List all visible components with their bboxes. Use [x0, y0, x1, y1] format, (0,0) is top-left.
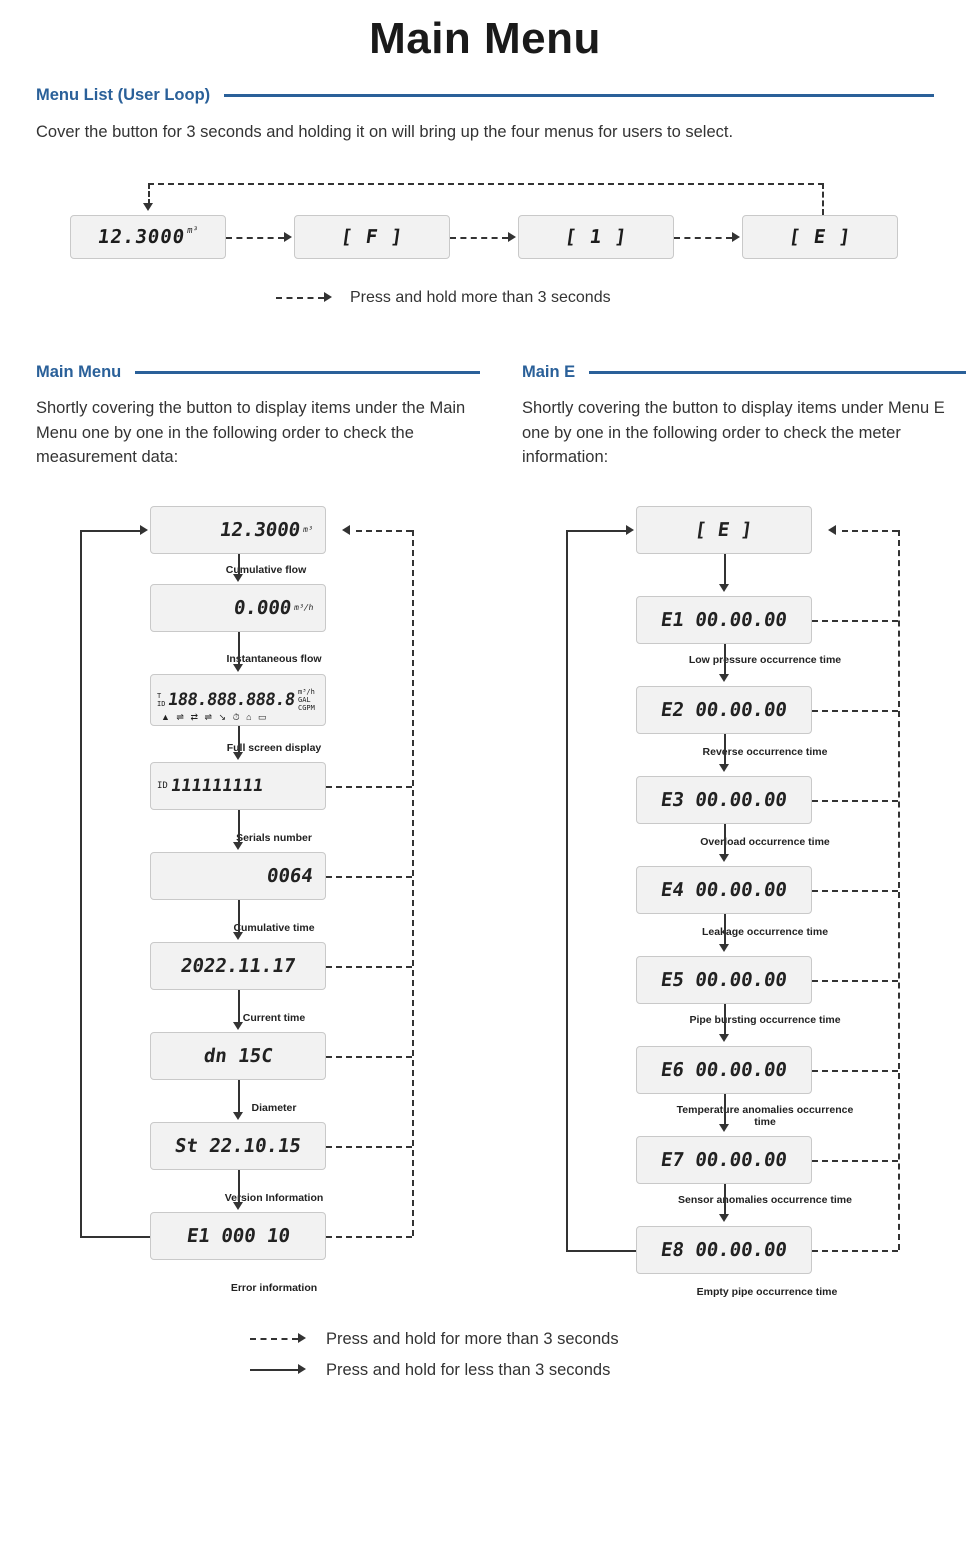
main-menu-node-8-value: E1 000 10	[184, 1224, 292, 1247]
footer-solid-arrow	[298, 1364, 306, 1374]
e-dashed-branch-2	[812, 710, 898, 712]
arrow-line-6-7	[238, 1080, 240, 1114]
main-e-caption-1: Low pressure occurrence time	[688, 653, 842, 666]
main-e-node-0-value: [ E ]	[693, 518, 755, 541]
heading-rule	[135, 371, 480, 374]
main-e-node-5-inner	[637, 957, 811, 1003]
loop-screen-2-value: [ F ]	[339, 225, 405, 248]
arrow-head-0-1	[233, 574, 243, 582]
loop-legend-dash	[276, 297, 324, 299]
arrow-line-1-2	[238, 632, 240, 666]
main-e-node-6	[636, 1046, 812, 1094]
arrow-line-2-3	[238, 726, 240, 754]
footer-legend-solid-text: Press and hold for less than 3 seconds	[326, 1360, 611, 1379]
e-arrow-line-4-5	[724, 914, 726, 946]
arrow-line-4-5	[238, 900, 240, 934]
main-menu-node-1-unit: m³/h	[293, 602, 314, 612]
right-dashed-top	[356, 530, 412, 532]
loop-screen-2	[294, 215, 450, 259]
e-dashed-branch-5	[812, 980, 898, 982]
e-arrow-line-1-2	[724, 644, 726, 676]
column-main-e	[522, 341, 966, 1316]
main-menu-node-7	[150, 1122, 326, 1170]
main-menu-node-2-value: 188.888.888.8	[167, 689, 297, 710]
loopback-right-vertical	[822, 183, 824, 215]
loop-screen-3-value: [ 1 ]	[563, 225, 629, 248]
main-menu-flow	[36, 506, 480, 1316]
main-e-heading-label: Main E	[522, 362, 576, 381]
main-menu-caption-4: Cumulative time	[233, 921, 315, 934]
main-menu-node-2-unit: m³/h GAL CGPM	[298, 687, 315, 712]
arrow-head-2-3	[233, 752, 243, 760]
connector-1-2-arrow	[284, 232, 292, 242]
main-menu-node-0-value: 12.3000	[218, 518, 302, 541]
main-e-node-7-value: E7 00.00.00	[659, 1148, 789, 1171]
user-loop-diagram	[36, 171, 934, 283]
connector-2-3	[450, 237, 508, 239]
main-menu-node-6	[150, 1032, 326, 1080]
main-e-node-8-inner	[637, 1227, 811, 1273]
connector-3-4-arrow	[732, 232, 740, 242]
e-arrow-line-2-3	[724, 734, 726, 766]
main-e-node-1-inner	[637, 597, 811, 643]
right-dashed-vertical	[412, 530, 414, 1236]
e-arrow-head-6-7	[719, 1124, 729, 1132]
footer-legend-dashed-line	[250, 1334, 310, 1344]
right-dashed-arrow	[342, 525, 350, 535]
main-e-description: Shortly covering the button to display items under Menu E one by one in the following order to check the meter information:	[522, 398, 945, 467]
e-arrow-head-4-5	[719, 944, 729, 952]
footer-legend-dashed-text: Press and hold for more than 3 seconds	[326, 1329, 619, 1348]
e-arrow-line-0-1	[724, 554, 726, 586]
main-menu-caption-2: Full screen display	[226, 741, 322, 754]
e-arrow-head-0-1	[719, 584, 729, 592]
main-e-caption-5: Pipe bursting occurrence time	[689, 1013, 841, 1026]
arrow-head-5-6	[233, 1022, 243, 1030]
main-e-node-2	[636, 686, 812, 734]
loopback-arrow	[143, 203, 153, 211]
left-loopback-bottom	[80, 1236, 150, 1238]
main-e-node-4-inner	[637, 867, 811, 913]
arrow-head-4-5	[233, 932, 243, 940]
loop-legend-arrow	[324, 292, 332, 302]
right-dashed-branch-8	[326, 1236, 412, 1238]
footer-solid	[250, 1369, 298, 1371]
e-arrow-line-6-7	[724, 1094, 726, 1126]
main-menu-node-4-value: 0064	[265, 864, 315, 887]
main-e-node-6-value: E6 00.00.00	[659, 1058, 789, 1081]
columns-wrapper	[36, 341, 945, 1316]
e-arrow-line-5-6	[724, 1004, 726, 1036]
main-menu-node-2-prefix: T ID	[157, 691, 166, 708]
e-left-loopback-top	[566, 530, 626, 532]
main-e-node-4-value: E4 00.00.00	[659, 878, 789, 901]
page-root	[0, 14, 970, 1544]
footer-dash	[250, 1338, 298, 1340]
footer-legend	[36, 1330, 934, 1380]
section-heading-main-e	[522, 363, 966, 382]
e-dashed-branch-8	[812, 1250, 898, 1252]
loop-legend-text: Press and hold more than 3 seconds	[350, 288, 611, 306]
right-dashed-branch-3	[326, 786, 412, 788]
main-e-node-2-value: E2 00.00.00	[659, 698, 789, 721]
connector-2-3-arrow	[508, 232, 516, 242]
loopback-left-vertical	[148, 183, 150, 205]
loop-legend	[276, 289, 934, 307]
column-main-menu	[36, 341, 480, 1316]
e-arrow-head-1-2	[719, 674, 729, 682]
main-menu-node-6-value: dn 15C	[202, 1044, 274, 1067]
e-arrow-line-7-8	[724, 1184, 726, 1216]
main-e-node-2-inner	[637, 687, 811, 733]
main-menu-node-5-inner	[151, 943, 325, 989]
loop-legend-line	[276, 293, 336, 303]
arrow-line-5-6	[238, 990, 240, 1024]
main-e-node-8	[636, 1226, 812, 1274]
main-e-caption-3: Overload occurrence time	[700, 835, 830, 848]
e-dashed-branch-3	[812, 800, 898, 802]
main-e-caption-4: Leakage occurrence time	[701, 925, 829, 938]
footer-legend-dashed	[250, 1330, 720, 1349]
e-dashed-branch-6	[812, 1070, 898, 1072]
main-menu-node-5	[150, 942, 326, 990]
main-menu-caption-7: Version Information	[224, 1191, 324, 1204]
e-arrow-head-5-6	[719, 1034, 729, 1042]
loopback-top-horizontal	[148, 183, 824, 185]
main-menu-caption-0: Cumulative flow	[225, 563, 307, 576]
arrow-line-0-1	[238, 554, 240, 576]
section-heading-main-menu	[36, 363, 480, 382]
main-e-node-3	[636, 776, 812, 824]
e-left-loopback-arrow	[626, 525, 634, 535]
e-left-loopback-bottom	[566, 1250, 636, 1252]
main-menu-node-6-inner	[151, 1033, 325, 1079]
main-menu-node-3-prefix: ID	[157, 780, 168, 791]
footer-dash-arrow	[298, 1333, 306, 1343]
loop-screen-1	[70, 215, 226, 259]
main-menu-node-0-inner	[151, 507, 325, 553]
e-dashed-branch-1	[812, 620, 898, 622]
main-menu-node-1-value: 0.000	[231, 596, 293, 619]
main-e-node-3-value: E3 00.00.00	[659, 788, 789, 811]
main-menu-node-4	[150, 852, 326, 900]
main-menu-node-2	[150, 674, 326, 726]
right-dashed-branch-6	[326, 1056, 412, 1058]
connector-3-4	[674, 237, 732, 239]
left-loopback-vertical	[80, 530, 82, 1236]
arrow-head-6-7	[233, 1112, 243, 1120]
page-title: Main Menu	[369, 14, 601, 63]
e-arrow-head-3-4	[719, 854, 729, 862]
main-e-caption-2: Reverse occurrence time	[702, 745, 828, 758]
main-e-flow	[522, 506, 966, 1316]
main-e-caption-6: Temperature anomalies occurrence time	[676, 1103, 854, 1128]
menu-list-heading-label: Menu List (User Loop)	[36, 86, 211, 104]
loop-screen-1-unit: m³	[186, 225, 199, 236]
arrow-head-7-8	[233, 1202, 243, 1210]
main-e-node-6-inner	[637, 1047, 811, 1093]
main-menu-caption-6: Diameter	[251, 1101, 297, 1114]
e-arrow-head-2-3	[719, 764, 729, 772]
loop-screen-4-value: [ E ]	[787, 225, 853, 248]
left-loopback-arrow	[140, 525, 148, 535]
section-heading-menu-list	[36, 86, 934, 105]
right-dashed-branch-5	[326, 966, 412, 968]
main-menu-node-5-value: 2022.11.17	[179, 954, 297, 977]
footer-legend-solid-line	[250, 1365, 310, 1375]
e-right-dashed-arrow	[828, 525, 836, 535]
main-menu-node-1-inner	[151, 585, 325, 631]
right-dashed-branch-4	[326, 876, 412, 878]
main-e-node-7-inner	[637, 1137, 811, 1183]
e-right-dashed-vertical	[898, 530, 900, 1250]
e-right-dashed-top	[842, 530, 898, 532]
connector-1-2	[226, 237, 284, 239]
left-loopback-top	[80, 530, 140, 532]
main-menu-caption-8: Error information	[230, 1281, 318, 1294]
loop-screen-4	[742, 215, 898, 259]
right-dashed-branch-7	[326, 1146, 412, 1148]
main-e-node-8-value: E8 00.00.00	[659, 1238, 789, 1261]
arrow-head-3-4	[233, 842, 243, 850]
arrow-line-7-8	[238, 1170, 240, 1204]
e-dashed-branch-7	[812, 1160, 898, 1162]
main-menu-node-0	[150, 506, 326, 554]
main-e-node-1-value: E1 00.00.00	[659, 608, 789, 631]
menu-list-description: Cover the button for 3 seconds and holding it on will bring up the four menus for users to select.	[36, 123, 734, 141]
main-e-node-4	[636, 866, 812, 914]
main-menu-node-7-value: St 22.10.15	[173, 1134, 303, 1157]
main-menu-node-3-value: 111111111	[169, 775, 265, 796]
main-e-node-3-inner	[637, 777, 811, 823]
main-menu-node-7-inner	[151, 1123, 325, 1169]
loop-screen-3	[518, 215, 674, 259]
heading-rule	[224, 94, 934, 97]
arrow-line-3-4	[238, 810, 240, 844]
heading-rule	[589, 371, 966, 374]
main-menu-node-1	[150, 584, 326, 632]
main-menu-description: Shortly covering the button to display items under the Main Menu one by one in the following order to check the measurement data:	[36, 398, 466, 467]
main-e-node-5-value: E5 00.00.00	[659, 968, 789, 991]
footer-legend-solid	[250, 1361, 720, 1380]
main-e-node-7	[636, 1136, 812, 1184]
main-menu-caption-5: Current time	[242, 1011, 306, 1024]
main-e-node-0-inner	[637, 507, 811, 553]
main-menu-node-2-symbols: ▲ ⇌ ⇄ ⇌ ↘ ⏱ ⌂ ▭	[161, 711, 269, 722]
main-e-node-1	[636, 596, 812, 644]
main-menu-node-3	[150, 762, 326, 810]
main-e-caption-7: Sensor anomalies occurrence time	[678, 1193, 852, 1206]
e-dashed-branch-4	[812, 890, 898, 892]
main-menu-caption-1: Instantaneous flow	[226, 652, 322, 665]
main-e-node-5	[636, 956, 812, 1004]
main-menu-caption-3: Serials number	[236, 831, 312, 844]
main-e-caption-8: Empty pipe occurrence time	[696, 1285, 838, 1298]
main-menu-node-4-inner	[151, 853, 325, 899]
main-e-node-0	[636, 506, 812, 554]
main-menu-node-3-inner	[151, 763, 325, 809]
main-menu-heading-label: Main Menu	[36, 362, 122, 381]
main-menu-node-8	[150, 1212, 326, 1260]
main-menu-node-0-unit: m³	[302, 524, 314, 534]
e-arrow-head-7-8	[719, 1214, 729, 1222]
loop-screen-1-value: 12.3000	[96, 225, 187, 248]
main-menu-node-8-inner	[151, 1213, 325, 1259]
arrow-head-1-2	[233, 664, 243, 672]
e-arrow-line-3-4	[724, 824, 726, 856]
content-wrapper	[0, 86, 970, 1380]
e-left-loopback-vertical	[566, 530, 568, 1250]
